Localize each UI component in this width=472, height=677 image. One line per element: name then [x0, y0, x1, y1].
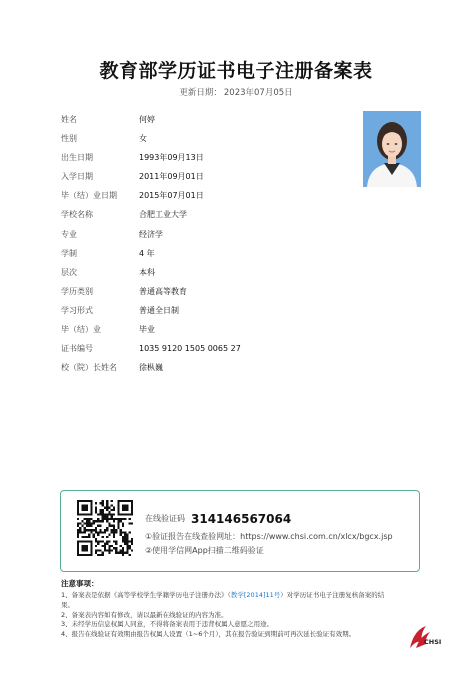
update-date-label: 更新日期：	[179, 88, 222, 98]
verification-code-label: 在线验证码	[145, 514, 185, 523]
verification-code: 314146567064	[191, 511, 292, 526]
notes-title: 注意事项：	[61, 579, 99, 588]
field-value: 女	[139, 134, 147, 144]
field-label: 毕（结）业日期	[61, 191, 117, 201]
field-label: 校（院）长姓名	[61, 363, 117, 373]
verification-panel	[60, 490, 420, 572]
note-1-text-end: ）对学历证书电子注册复核备案的结	[280, 591, 385, 599]
portrait-photo	[363, 111, 421, 187]
field-value: 1035 9120 1505 0065 27	[139, 344, 241, 354]
field-label: 入学日期	[61, 172, 93, 182]
field-value: 本科	[139, 267, 155, 277]
field-label: 性别	[61, 134, 77, 144]
field-label: 出生日期	[61, 153, 93, 163]
field-label: 证书编号	[61, 344, 93, 354]
note-1	[61, 591, 406, 601]
field-value: 1993年09月13日	[139, 153, 204, 163]
field-value: 普通全日制	[139, 305, 179, 315]
field-label: 学制	[61, 248, 77, 258]
notes-list	[61, 591, 406, 640]
field-value: 何婷	[139, 115, 155, 124]
verification-app-text: ②使用学信网App扫描二维码验证	[145, 546, 264, 555]
note-3: 3、未经学历信息权属人同意，不得将备案表用于违背权属人意愿之用途。	[61, 620, 274, 629]
field-label: 姓名	[61, 115, 77, 124]
update-date-value: 2023年07月05日	[223, 88, 293, 98]
chsi-logo-text: CHSI	[424, 638, 442, 646]
field-label: 学校名称	[61, 210, 93, 220]
field-value: 毕业	[139, 325, 155, 335]
note-1-text: 1、备案表是依据《高等学校学生学籍学历电子注册办法》（	[61, 591, 231, 599]
note-2: 2、备案表内容如有修改，请以最新在线验证的内容为准。	[61, 610, 228, 619]
update-date	[0, 86, 472, 98]
note-1-continued: 果。	[61, 600, 74, 609]
field-value: 经济学	[139, 229, 163, 239]
field-label: 专业	[61, 229, 77, 239]
field-label: 学历类别	[61, 286, 93, 296]
field-value: 2015年07月01日	[139, 191, 204, 201]
field-value: 2011年09月01日	[139, 172, 204, 182]
field-value: 4 年	[139, 248, 155, 258]
field-value: 普通高等教育	[139, 286, 187, 296]
field-label: 学习形式	[61, 305, 93, 315]
regulation-link[interactable]: 教学[2014]11号	[230, 591, 281, 599]
page-title: 教育部学历证书电子注册备案表	[99, 60, 373, 82]
chsi-logo-icon	[404, 622, 444, 652]
verification-code-line	[145, 508, 291, 527]
qr-code-icon[interactable]	[77, 500, 133, 556]
field-label: 毕（结）业	[61, 325, 101, 335]
field-value: 合肥工业大学	[139, 210, 187, 220]
field-value: 徐枞巍	[139, 363, 163, 373]
portrait-image	[363, 111, 421, 187]
note-4: 4、报告在线验证有效期由报告权属人设置（1~6个月），其在报告验证到期前可再次延长验证有效期。	[61, 630, 356, 639]
field-label: 层次	[61, 267, 77, 277]
verification-url-text: ①验证报告在线查验网址：https://www.chsi.com.cn/xlcx/bgcx.jsp	[145, 532, 393, 541]
